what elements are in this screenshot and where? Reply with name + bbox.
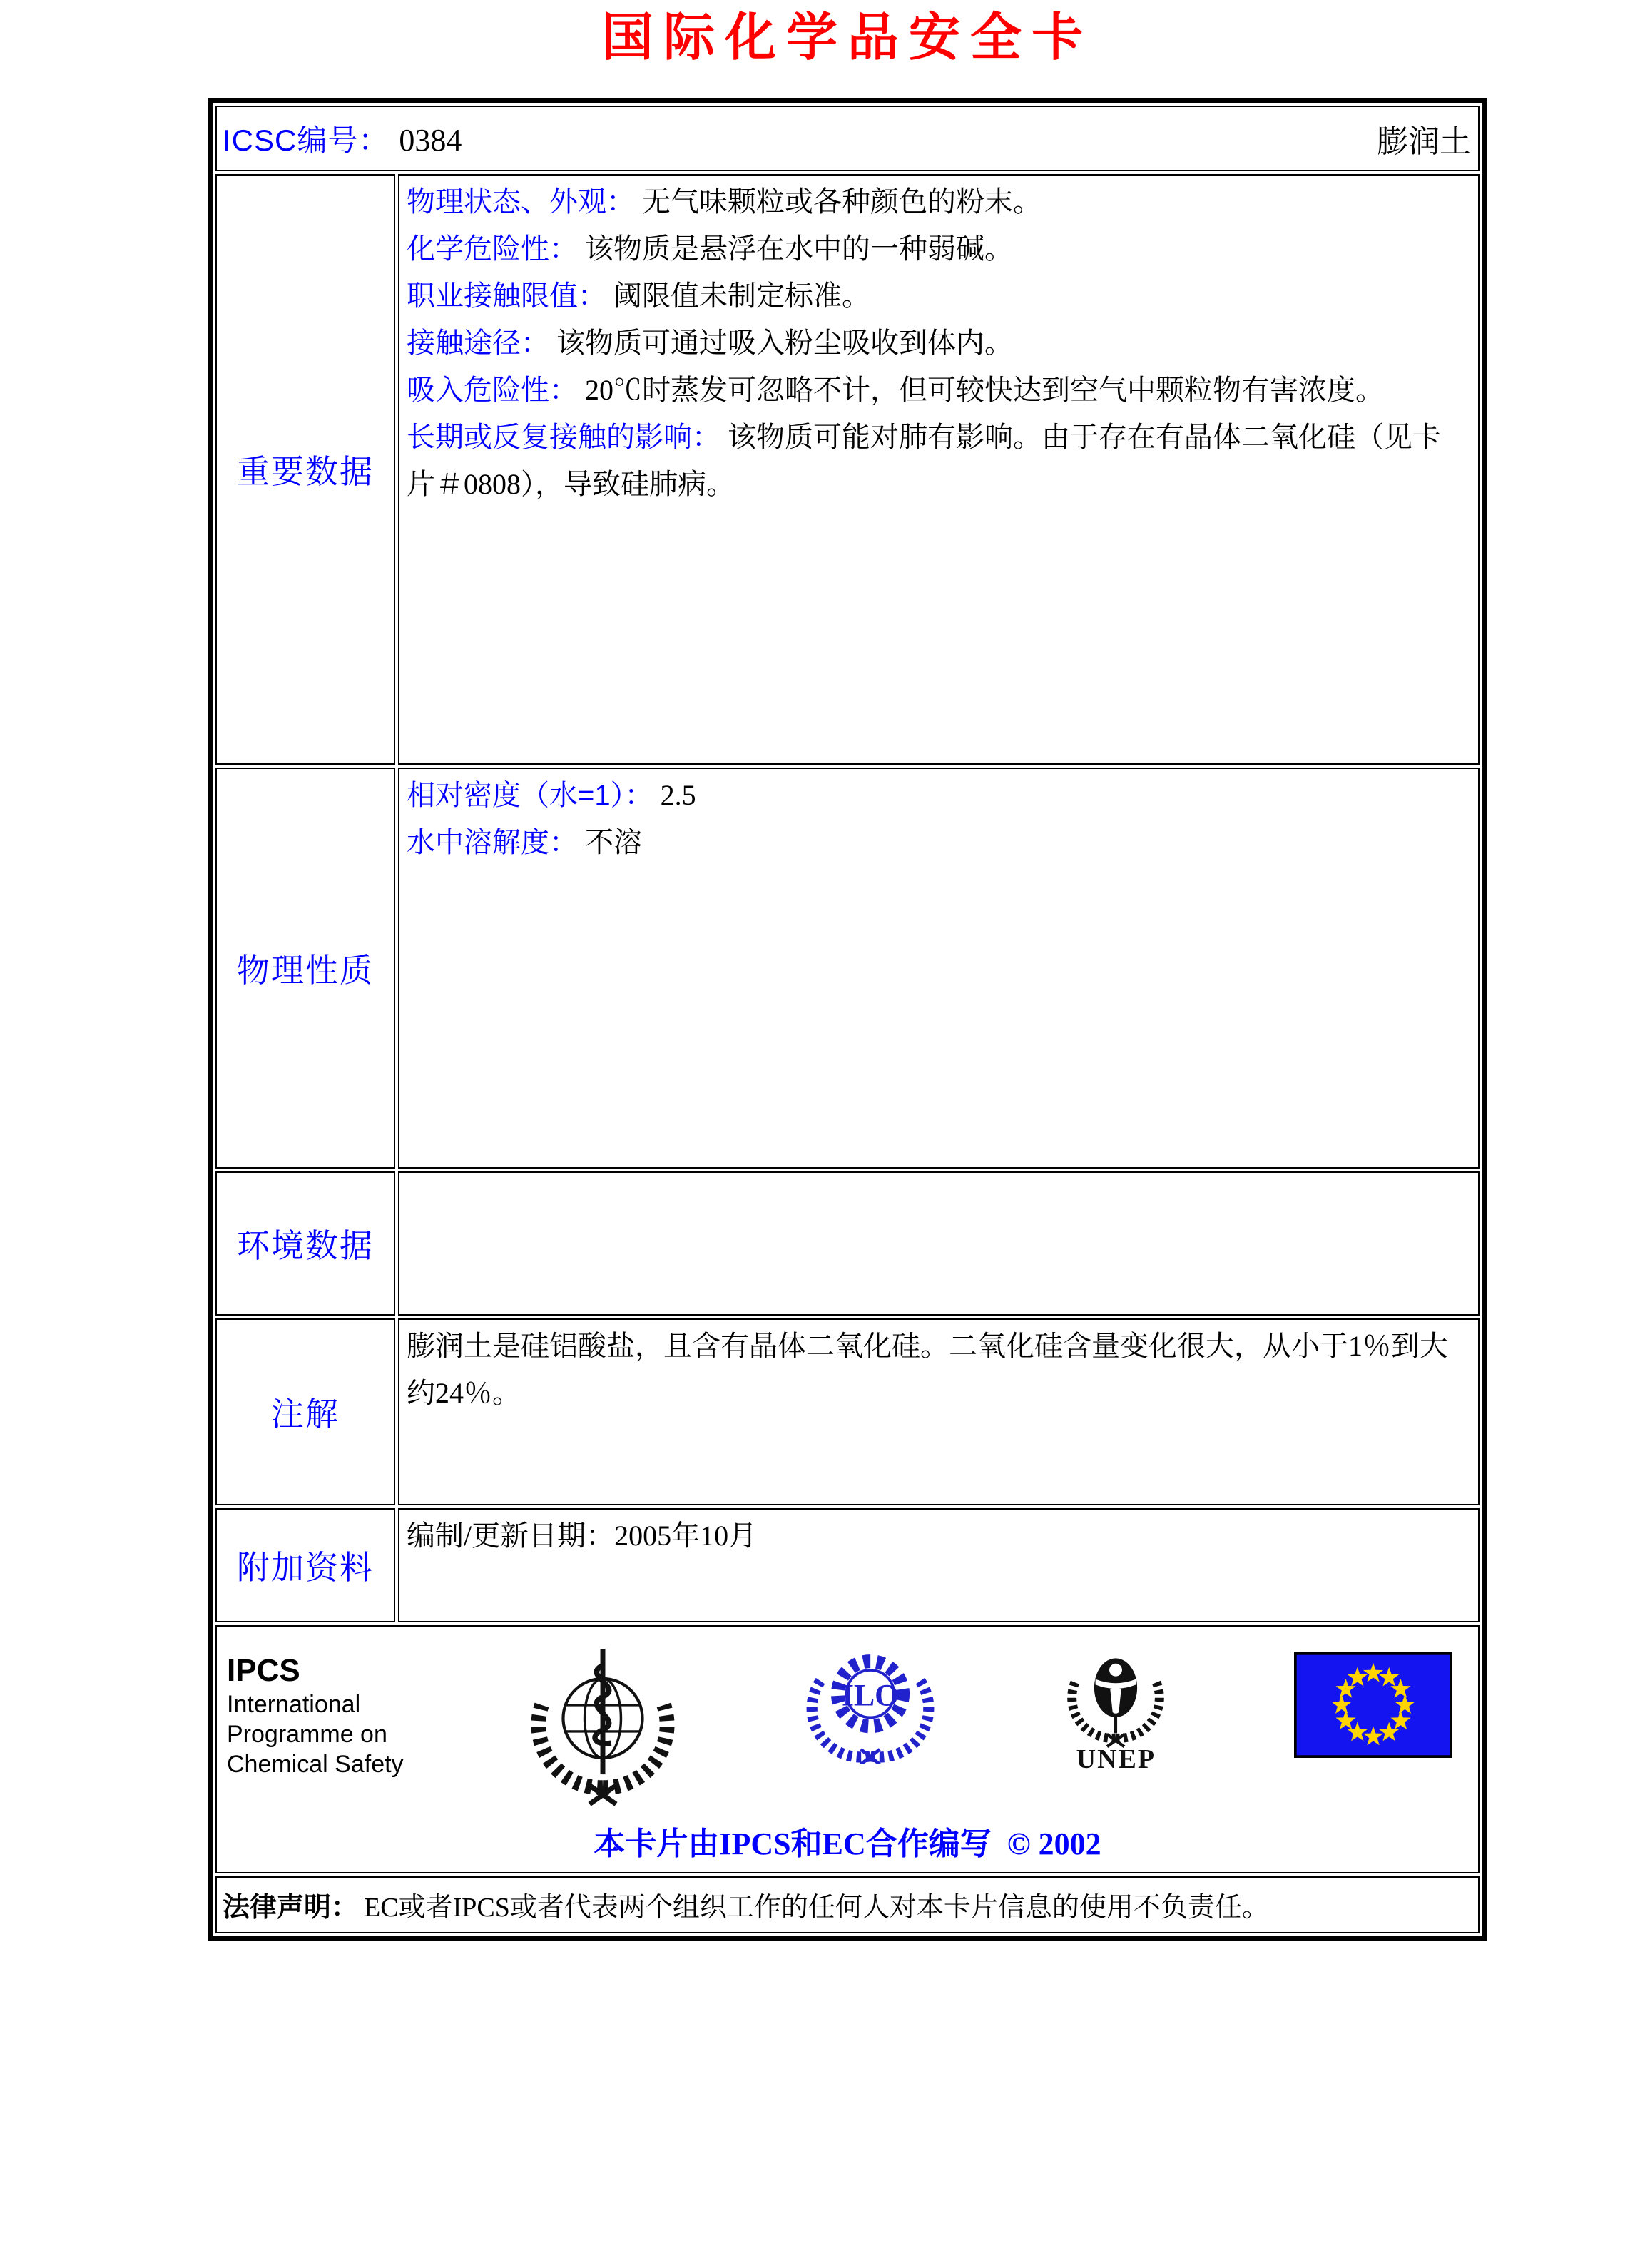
section-content-cell (398, 174, 1480, 765)
section-row-physical-properties (215, 768, 1480, 1169)
field-label: 物理状态、外观： (407, 185, 635, 218)
environmental-data-content (399, 1173, 1478, 1180)
page-title: 国际化学品安全卡 (601, 9, 1093, 66)
legal-label: 法律声明： (223, 1893, 359, 1923)
content-line (407, 320, 1468, 367)
legal-row (215, 1876, 1480, 1933)
field-value: 阈限值未制定标准。 (613, 279, 870, 312)
field-value: 2.5 (660, 778, 696, 811)
section-content-cell (398, 768, 1480, 1169)
ipcs-text-block (227, 1642, 404, 1779)
icsc-number-label: ICSC编号： (223, 123, 389, 157)
content-line (407, 772, 1468, 819)
field-value: 该物质是悬浮在水中的一种弱碱。 (585, 232, 1013, 265)
content-line (407, 414, 1468, 508)
notes-content (399, 1320, 1478, 1421)
additional-info-content (399, 1510, 1478, 1564)
safety-card (208, 98, 1487, 1941)
ipcs-line-3: Chemical Safety (227, 1750, 404, 1778)
section-label-environmental-data: 环境数据 (237, 1226, 374, 1264)
field-value: 该物质可通过吸入粉尘吸收到体内。 (556, 326, 1013, 359)
section-content-cell (398, 1171, 1480, 1316)
legal-text: EC或者IPCS或者代表两个组织工作的任何人对本卡片信息的使用不负责任。 (364, 1893, 1269, 1923)
field-value: 编制/更新日期：2005年10月 (407, 1519, 758, 1552)
who-logo-icon (520, 1642, 686, 1811)
field-label: 职业接触限值： (407, 280, 606, 312)
content-line (407, 225, 1468, 273)
logos-row (215, 1625, 1480, 1873)
field-label: 水中溶解度： (407, 826, 578, 858)
unep-logo-icon (1054, 1642, 1177, 1748)
logos-cell (215, 1625, 1480, 1873)
unep-logo-text: UNEP (1076, 1744, 1156, 1774)
icsc-number-group (223, 117, 462, 160)
field-label: 化学危险性： (407, 233, 578, 265)
content-line (407, 273, 1468, 320)
field-label: 接触途径： (407, 327, 549, 359)
field-value: 膨润土是硅铝酸盐，且含有晶体二氧化硅。二氧化硅含量变化很大，从小于1％到大约24％。 (407, 1329, 1448, 1409)
section-label-cell (215, 768, 395, 1169)
content-line (407, 1512, 1468, 1560)
section-row-additional-info (215, 1508, 1480, 1622)
field-label: 吸入危险性： (407, 374, 578, 406)
header-row (215, 106, 1480, 171)
caption-text: 本卡片由IPCS和EC合作编写 (594, 1826, 992, 1861)
section-row-notes (215, 1318, 1480, 1505)
important-data-content (399, 176, 1478, 512)
section-row-environmental-data (215, 1171, 1480, 1316)
content-line (407, 367, 1468, 414)
section-label-notes: 注解 (271, 1395, 340, 1433)
section-label-cell (215, 174, 395, 765)
field-label: 相对密度（水=1）： (407, 779, 653, 811)
field-value: 20℃时蒸发可忽略不计，但可较快达到空气中颗粒物有害浓度。 (585, 373, 1384, 406)
section-row-important-data (215, 174, 1480, 765)
content-line (407, 178, 1468, 225)
copyright-text: © 2002 (1007, 1826, 1101, 1861)
field-value: 该物质可能对肺有影响。由于存在有晶体二氧化硅（见卡片＃0808），导致硅肺病。 (407, 420, 1441, 500)
physical-properties-content (399, 769, 1478, 870)
section-content-cell (398, 1318, 1480, 1505)
ipcs-line-2: Programme on (227, 1720, 387, 1748)
field-label: 长期或反复接触的影响： (407, 421, 720, 453)
ipcs-acronym: IPCS (227, 1652, 300, 1688)
card-table (213, 103, 1482, 1936)
section-label-cell (215, 1171, 395, 1316)
section-label-cell (215, 1508, 395, 1622)
section-label-physical-properties: 物理性质 (237, 951, 374, 989)
field-value: 不溶 (585, 825, 642, 858)
section-content-cell (398, 1508, 1480, 1622)
content-line (407, 819, 1468, 866)
section-label-important-data: 重要数据 (237, 452, 374, 490)
content-line (407, 1323, 1468, 1417)
section-label-additional-info: 附加资料 (237, 1548, 374, 1586)
eu-flag-icon (1294, 1652, 1452, 1758)
ilo-logo-text: ILO (841, 1677, 899, 1712)
ipcs-line-1: International (227, 1690, 361, 1718)
section-label-cell (215, 1318, 395, 1505)
unep-logo-block (1054, 1642, 1177, 1775)
field-value: 无气味颗粒或各种颜色的粉末。 (642, 185, 1042, 218)
icsc-number-value: 0384 (399, 122, 462, 158)
substance-name: 膨润土 (1377, 123, 1471, 159)
legal-cell (215, 1876, 1480, 1933)
header-cell (215, 106, 1480, 171)
ilo-logo-icon (803, 1642, 938, 1764)
cooperation-caption (217, 1818, 1478, 1872)
